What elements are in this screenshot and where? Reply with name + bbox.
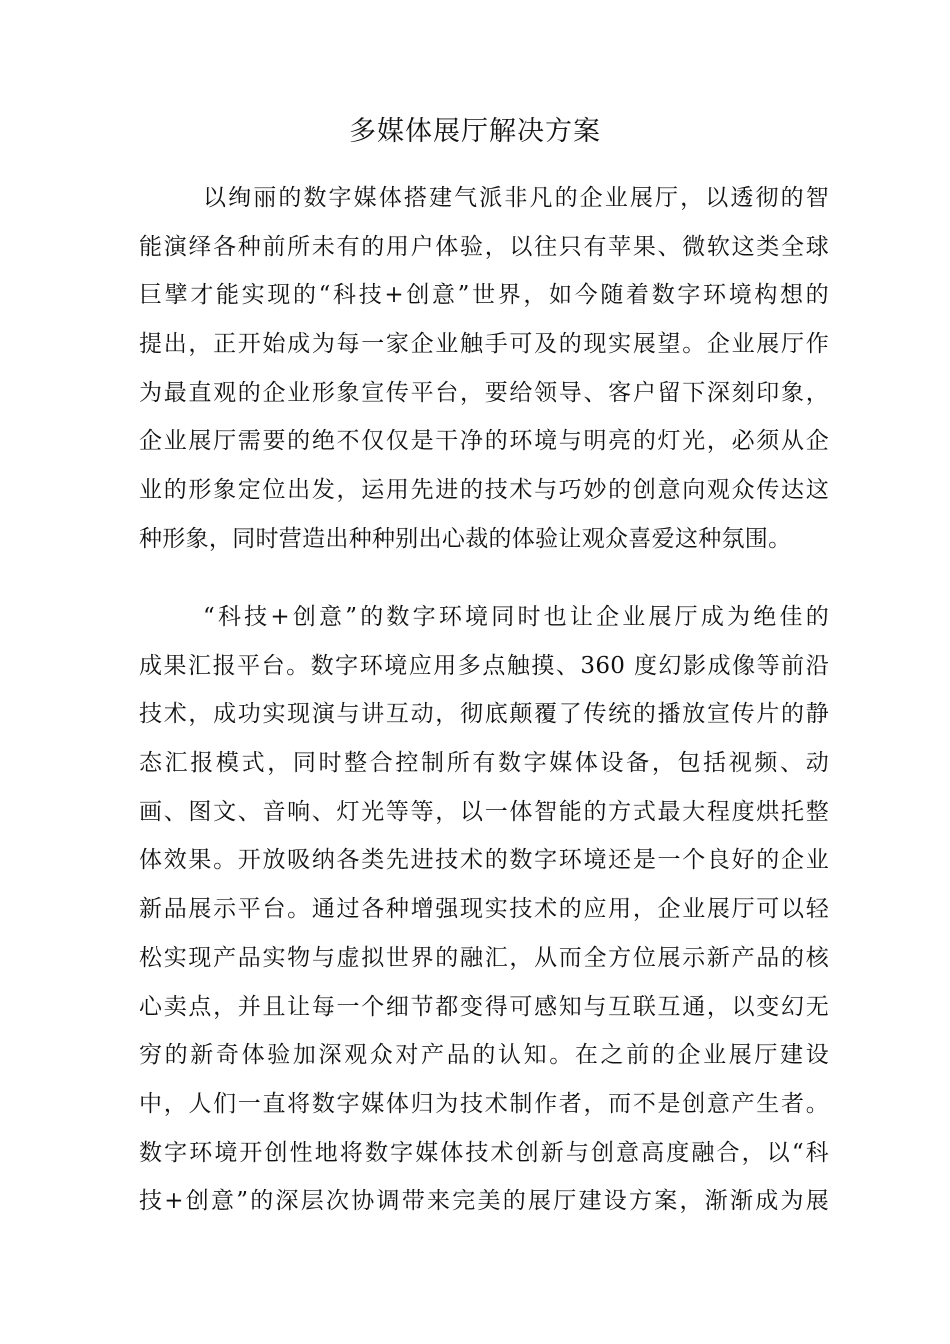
paragraph-line: 成果汇报平台。数字环境应用多点触摸、360 度幻影成像等前沿 [139,652,829,679]
paragraph-line: 新品展示平台。通过各种增强现实技术的应用，企业展厅可以轻 [139,896,829,923]
paragraph-line: 穷的新奇体验加深观众对产品的认知。在之前的企业展厅建设 [139,1042,829,1069]
paragraph-line: 画、图文、音响、灯光等等，以一体智能的方式最大程度烘托整 [139,798,829,825]
paragraph-line: 业的形象定位出发，运用先进的技术与巧妙的创意向观众传达这 [139,477,829,504]
paragraph-line: 心卖点，并且让每一个细节都变得可感知与互联互通，以变幻无 [139,993,829,1020]
paragraph-1 [139,174,829,564]
paragraph-line: 技+创意”的深层次协调带来完美的展厅建设方案，渐渐成为展 [139,1188,829,1215]
paragraph-line: 以绚丽的数字媒体搭建气派非凡的企业展厅，以透彻的智 [203,185,829,211]
paragraph-line: 松实现产品实物与虚拟世界的融汇，从而全方位展示新产品的核 [139,944,829,971]
paragraph-line: “科技+创意”的数字环境同时也让企业展厅成为绝佳的 [203,604,829,630]
paragraph-line: 企业展厅需要的绝不仅仅是干净的环境与明亮的灯光，必须从企 [139,428,829,455]
paragraph-line: 技术，成功实现演与讲互动，彻底颠覆了传统的播放宣传片的静 [139,701,829,728]
paragraph-line: 体效果。开放吸纳各类先进技术的数字环境还是一个良好的企业 [139,847,829,874]
paragraph-line: 态汇报模式，同时整合控制所有数字媒体设备，包括视频、动 [139,750,829,777]
paragraph-line: 数字环境开创性地将数字媒体技术创新与创意高度融合，以“科 [139,1139,829,1166]
paragraph-line: 中，人们一直将数字媒体归为技术制作者，而不是创意产生者。 [139,1090,829,1117]
document-title: 多媒体展厅解决方案 [349,116,601,147]
paragraph-line: 能演绎各种前所未有的用户体验，以往只有苹果、微软这类全球 [139,233,829,260]
paragraph-line: 巨擘才能实现的“科技+创意”世界，如今随着数字环境构想的 [139,282,829,309]
paragraph-line: 为最直观的企业形象宣传平台，要给领导、客户留下深刻印象， [139,379,829,406]
paragraph-line: 种形象，同时营造出种种别出心裁的体验让观众喜爱这种氛围。 [139,525,792,552]
paragraph-line: 提出，正开始成为每一家企业触手可及的现实展望。企业展厅作 [139,331,829,358]
paragraph-2 [139,593,829,1226]
